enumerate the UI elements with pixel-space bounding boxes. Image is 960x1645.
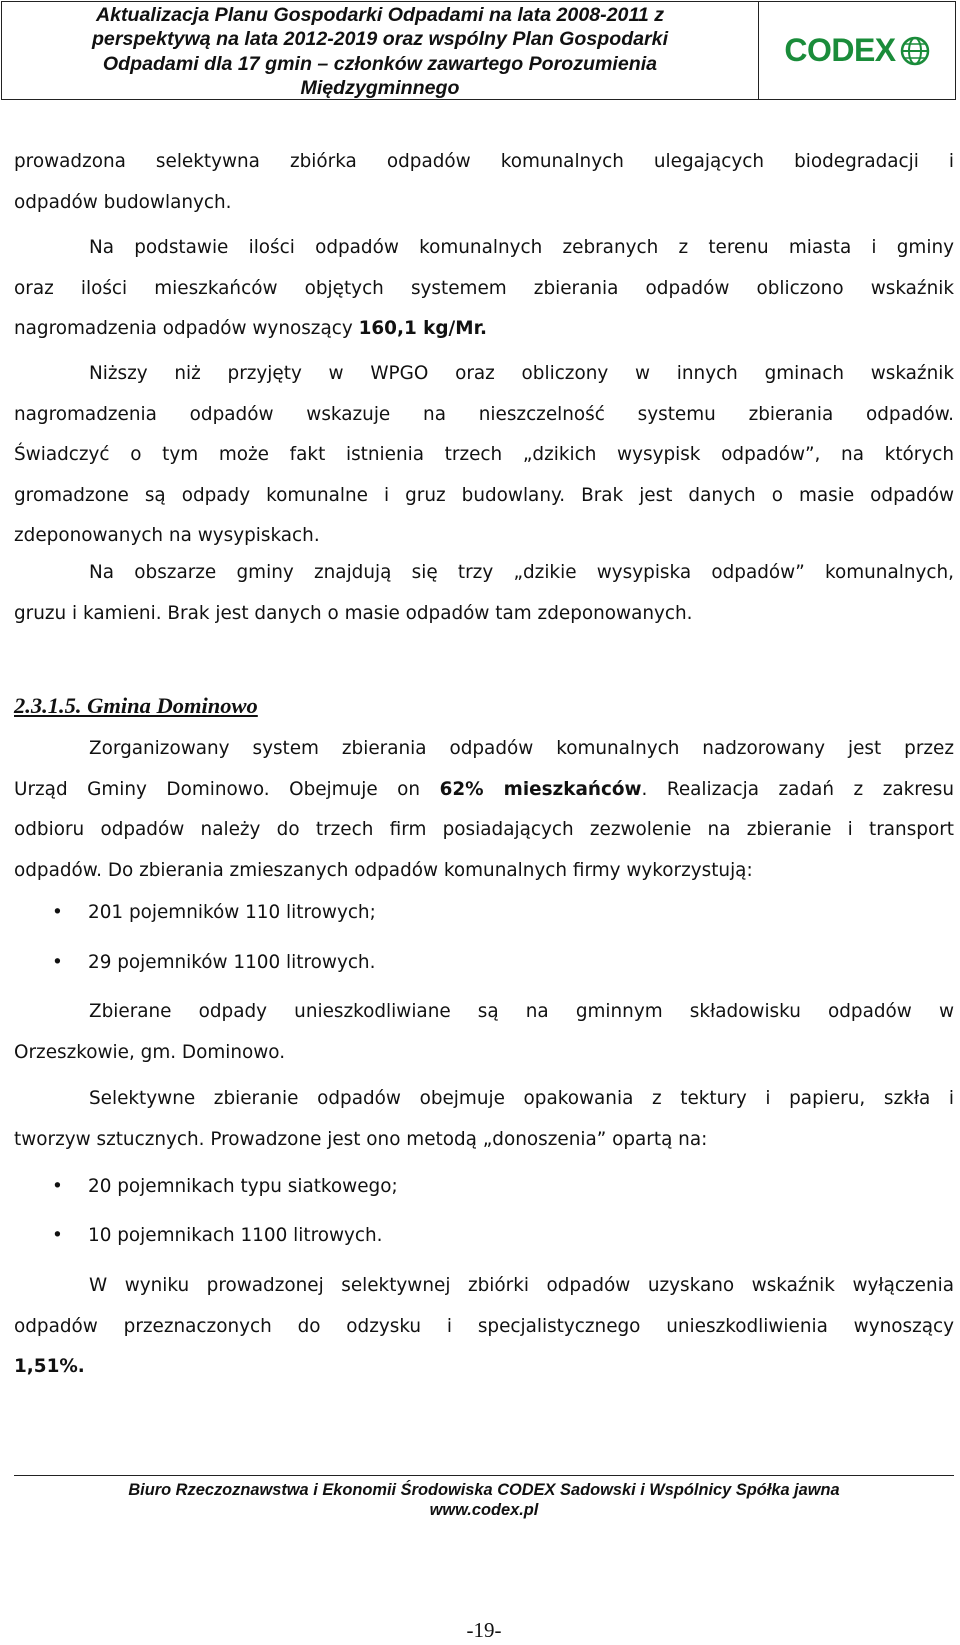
header-title: [2, 2, 759, 99]
paragraph: [14, 992, 954, 1073]
bold-value: 1,51%.: [14, 1356, 85, 1377]
text-line: Na obszarze gminy znajdują się trzy „dzikie wysypiska odpadów” komunalnych,: [89, 562, 954, 583]
text-line: [14, 309, 954, 350]
list-item-text: 10 pojemnikach 1100 litrowych.: [88, 1225, 383, 1246]
page-number: -19-: [466, 1618, 502, 1642]
header-title-line: Międzygminnego: [300, 76, 460, 99]
text-span: nagromadzenia odpadów wynoszący: [14, 318, 359, 339]
text-line: tworzyw sztucznych. Prowadzone jest ono metodą „donoszenia” opartą na:: [14, 1128, 708, 1150]
text-line: zdeponowanych na wysypiskach.: [14, 525, 320, 546]
codex-logo: [759, 2, 955, 99]
list-item: [52, 900, 376, 926]
text-line: Zorganizowany system zbierania odpadów komunalnych nadzorowany jest przez: [89, 738, 954, 759]
text-span: Urząd Gminy Dominowo. Obejmuje on: [14, 778, 440, 800]
list-item-text: 201 pojemników 110 litrowych;: [88, 902, 376, 923]
bullet-icon: •: [52, 902, 63, 923]
text-line: gruzu i kamieni. Brak jest danych o masie odpadów tam zdeponowanych.: [14, 602, 693, 624]
bold-value: 160,1 kg/Mr.: [358, 318, 487, 339]
section-heading: 2.3.1.5. Gmina Dominowo: [14, 693, 258, 718]
document-footer: [14, 1480, 954, 1520]
list-item: [52, 950, 375, 976]
text-span: . Realizacja zadań z zakresu: [641, 778, 954, 800]
list-item-text: 29 pojemników 1100 litrowych.: [88, 952, 376, 973]
list-item-text: 20 pojemnikach typu siatkowego;: [88, 1176, 398, 1197]
paragraph: [14, 228, 954, 350]
paragraph: [14, 1079, 954, 1160]
text-line: Selektywne zbieranie odpadów obejmuje opakowania z tektury i papieru, szkła i: [89, 1088, 954, 1109]
footer-website-link[interactable]: www.codex.pl: [429, 1501, 539, 1519]
text-line: nagromadzenia odpadów wskazuje na nieszczelność systemu zbierania odpadów.: [14, 403, 954, 425]
paragraph: [14, 142, 954, 223]
header-title-line: perspektywą na lata 2012-2019 oraz wspólny Plan Gospodarki: [91, 28, 669, 51]
header-title-line: Odpadami dla 17 gmin – członków zawartego Porozumienia: [102, 52, 658, 75]
paragraph: [14, 354, 954, 557]
bullet-icon: •: [52, 1176, 63, 1197]
text-line: Niższy niż przyjęty w WPGO oraz obliczony w innych gminach wskaźnik: [89, 363, 954, 384]
bullet-icon: •: [52, 1225, 63, 1246]
text-line: odbioru odpadów należy do trzech firm posiadających zezwolenie na zbieranie i transport: [14, 819, 954, 840]
text-line: prowadzona selektywna zbiórka odpadów komunalnych ulegających biodegradacji i: [14, 151, 954, 172]
text-line: W wyniku prowadzonej selektywnej zbiórki odpadów uzyskano wskaźnik wyłączenia: [89, 1275, 954, 1296]
footer-company: Biuro Rzeczoznawstwa i Ekonomii Środowiska CODEX Sadowski i Wspólnicy Spółka jawna: [128, 1481, 840, 1499]
text-line: Zbierane odpady unieszkodliwiane są na gminnym składowisku odpadów w: [89, 1001, 954, 1022]
text-line: [14, 770, 954, 811]
text-line: [14, 1347, 954, 1388]
text-line: Orzeszkowie, gm. Dominowo.: [14, 1041, 286, 1063]
paragraph: [14, 1266, 954, 1388]
globe-icon: [900, 36, 930, 66]
text-line: odpadów budowlanych.: [14, 191, 232, 213]
list-item: [52, 1223, 383, 1249]
paragraph: [14, 729, 954, 891]
text-line: gromadzone są odpady komunalne i gruz budowlany. Brak jest danych o masie odpadów: [14, 484, 954, 506]
header-title-line: Aktualizacja Planu Gospodarki Odpadami na lata 2008-2011 z: [95, 3, 665, 26]
list-item: [52, 1174, 398, 1200]
text-line: Na podstawie ilości odpadów komunalnych zebranych z terenu miasta i gminy: [89, 237, 954, 258]
bullet-icon: •: [52, 952, 63, 973]
footer-divider: [14, 1475, 954, 1476]
paragraph: [14, 553, 954, 634]
document-header: [1, 1, 956, 100]
text-line: oraz ilości mieszkańców objętych systemem zbierania odpadów obliczono wskaźnik: [14, 277, 954, 299]
text-line: odpadów. Do zbierania zmieszanych odpadów komunalnych firmy wykorzystują:: [14, 859, 753, 881]
bold-value: 62% mieszkańców: [439, 778, 642, 800]
logo-text: CODEX: [784, 32, 896, 68]
text-line: Świadczyć o tym może fakt istnienia trzech „dzikich wysypisk odpadów”, na których: [14, 444, 954, 465]
text-line: odpadów przeznaczonych do odzysku i specjalistycznego unieszkodliwienia wynoszący: [14, 1315, 954, 1337]
